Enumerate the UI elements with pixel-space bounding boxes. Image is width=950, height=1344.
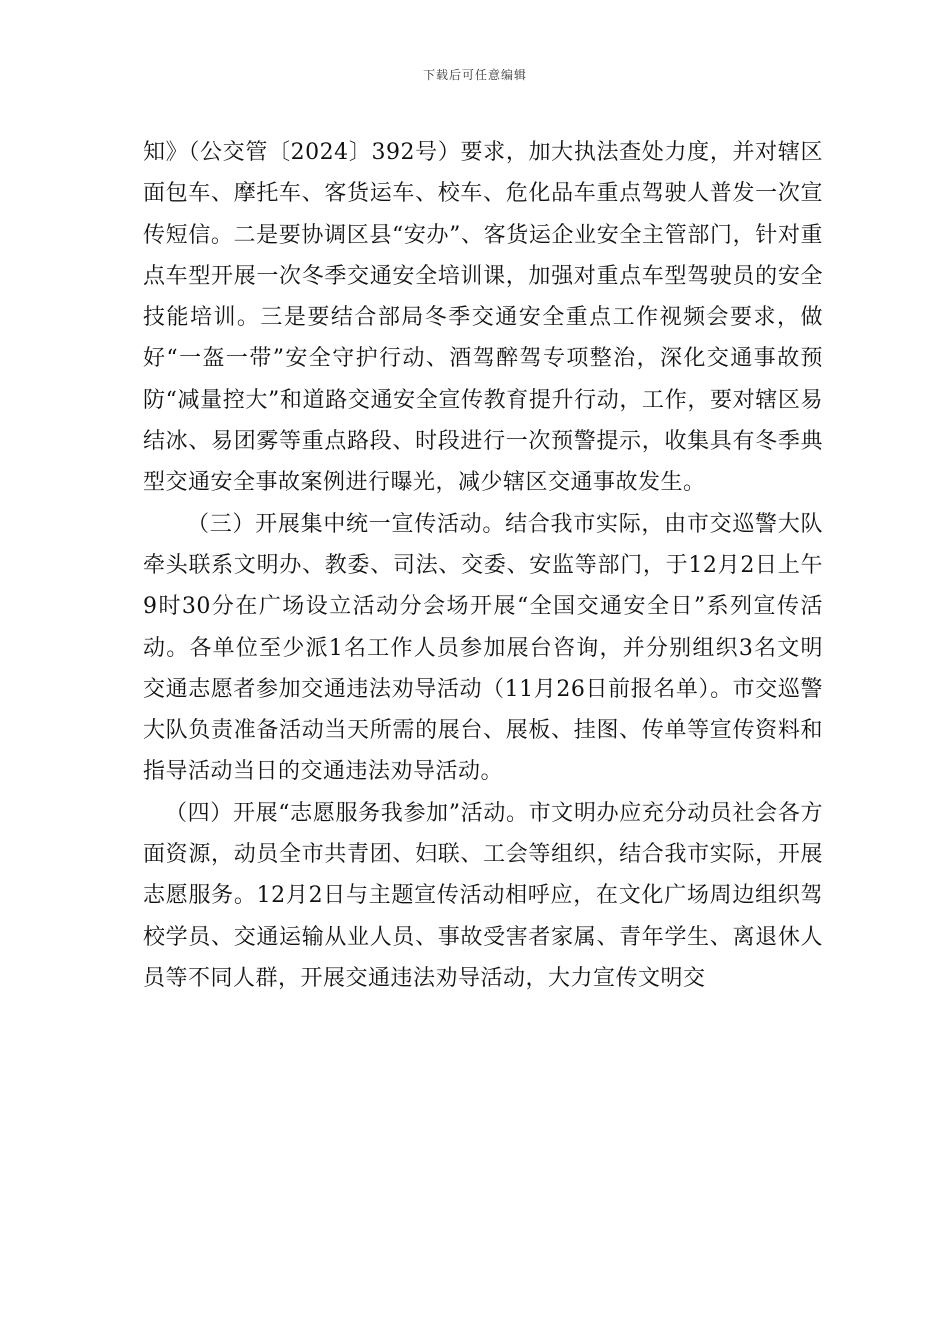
paragraph-section-three: （三）开展集中统一宣传活动。结合我市实际，由市交巡警大队牵头联系文明办、教委、司法、交委、安监等部门，于12月2日上午9时30分在广场设立活动分会场开展“全国交通安全日”系列宣传活动。各单位至少派1名工作人员参加展台咨询，并分别组织3名文明交通志愿者参加交通违法劝导活动（11月26日前报名单）。市交巡警大队负责准备活动当天所需的展台、展板、挂图、传单等宣传资料和指导活动当日的交通违法劝导活动。 (143, 511, 823, 785)
document-body (143, 132, 823, 999)
paragraph-section-four: （四）开展“志愿服务我参加”活动。市文明办应充分动员社会各方面资源，动员全市共青团、妇联、工会等组织，结合我市实际，开展志愿服务。12月2日与主题宣传活动相呼应，在文化广场周边组织驾校学员、交通运输从业人员、事故受害者家属、青年学生、离退休人员等不同人群，开展交通违法劝导活动，大力宣传文明交 (143, 800, 823, 991)
paragraph-continuation: 知》（公交管〔2024〕392号）要求，加大执法查处力度，并对辖区面包车、摩托车、客货运车、校车、危化品车重点驾驶人普发一次宣传短信。二是要协调区县“安办”、客货运企业安全主管部门，针对重点车型开展一次冬季交通安全培训课，加强对重点车型驾驶员的安全技能培训。三是要结合部局冬季交通安全重点工作视频会要求，做好“一盔一带”安全守护行动、酒驾醉驾专项整治，深化交通事故预防“减量控大”和道路交通安全宣传教育提升行动，工作，要对辖区易结冰、易团雾等重点路段、时段进行一次预警提示，收集具有冬季典型交通安全事故案例进行曝光，减少辖区交通事故发生。 (143, 140, 823, 496)
page-header: 下载后可任意编辑 (422, 68, 527, 82)
